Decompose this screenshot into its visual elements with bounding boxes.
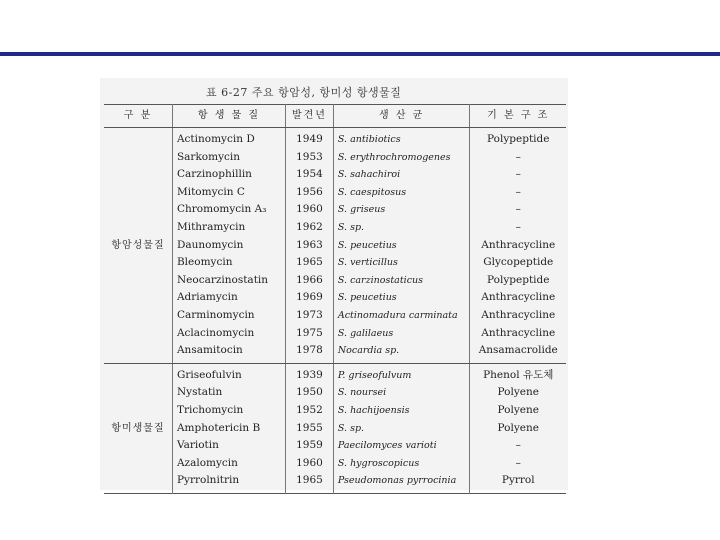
discovery-year: 1978 [296, 344, 323, 357]
producer-organism: Pseudomonas pyrrocinia [337, 475, 457, 487]
discovery-year: 1953 [296, 150, 323, 163]
base-structure: – [515, 439, 521, 452]
antibiotic-name-column [172, 128, 285, 364]
base-structure: Ansamacrolide [478, 344, 558, 357]
producer-organism: S. noursei [337, 387, 387, 399]
discovery-year: 1962 [296, 220, 323, 233]
header-rule [0, 52, 720, 56]
antibiotic-name: Nystatin [176, 386, 223, 399]
base-structure: – [515, 150, 521, 163]
base-structure: Polypeptide [487, 273, 550, 286]
header-antibiotic: 항 생 물 질 [172, 105, 285, 128]
discovery-year: 1973 [296, 308, 323, 321]
base-structure: Polypeptide [487, 133, 550, 145]
header-category: 구 분 [104, 105, 172, 128]
base-structure: – [515, 168, 521, 181]
base-structure: Pyrrol [501, 474, 535, 487]
producer-organism: S. griseus [337, 204, 386, 216]
discovery-year: 1949 [296, 133, 323, 145]
discovery-year: 1956 [296, 185, 323, 198]
base-structure: – [515, 220, 521, 233]
producer-organism: S. peucetius [337, 292, 397, 304]
antibiotic-name: Pyrrolnitrin [176, 474, 240, 487]
producer-organism: S. caespitosus [337, 186, 407, 198]
antibiotic-name-column [172, 363, 285, 493]
producer-organism-column [333, 128, 470, 364]
producer-organism: Actinomadura carminata [337, 309, 458, 321]
antibiotic-name: Aclacinomycin [176, 326, 255, 339]
antibiotic-name: Actinomycin D [176, 133, 255, 145]
producer-organism: S. antibiotics [337, 134, 401, 145]
table-group-anticancer [104, 128, 566, 364]
antibiotic-name: Chromomycin A₃ [176, 203, 267, 216]
producer-organism: S. erythrochromogenes [337, 151, 451, 163]
producer-organism: S. hygroscopicus [337, 457, 420, 469]
table-header [104, 105, 566, 128]
table-caption: 표 6-27 주요 항암성, 항미성 항생물질 [206, 86, 402, 99]
antibiotic-name: Neocarzinostatin [176, 273, 269, 286]
producer-organism: P. griseofulvum [337, 369, 412, 381]
base-structure: Anthracycline [481, 291, 556, 304]
discovery-year-column [286, 128, 334, 364]
antibiotic-name: Azalomycin [176, 456, 238, 469]
discovery-year: 1959 [296, 439, 323, 452]
table-group-antimicrobial [104, 363, 566, 493]
group-category-label: 항암성물질 [104, 128, 172, 364]
antibiotic-name: Variotin [176, 439, 219, 452]
discovery-year: 1939 [296, 368, 323, 381]
producer-organism: S. sp. [337, 422, 365, 434]
antibiotic-name: Bleomycin [176, 256, 233, 269]
antibiotic-name: Trichomycin [176, 403, 244, 416]
base-structure: Polyene [497, 421, 539, 434]
producer-organism-column [333, 363, 470, 493]
base-structure: Anthracycline [481, 238, 556, 251]
discovery-year: 1960 [296, 456, 323, 469]
base-structure: – [515, 203, 521, 216]
antibiotic-name: Ansamitocin [176, 344, 243, 357]
header-organism: 생 산 균 [333, 105, 470, 128]
producer-organism: S. carzinostaticus [337, 274, 424, 286]
antibiotic-name: Griseofulvin [176, 368, 242, 381]
antibiotic-name: Mitomycin C [176, 185, 245, 198]
discovery-year: 1975 [296, 326, 323, 339]
antibiotic-name: Adriamycin [176, 291, 238, 304]
antibiotics-table [104, 104, 566, 494]
base-structure: – [515, 456, 521, 469]
antibiotic-name: Daunomycin [176, 238, 244, 251]
base-structure: Anthracycline [481, 326, 556, 339]
base-structure: Polyene [497, 386, 539, 399]
antibiotic-name: Sarkomycin [176, 150, 241, 163]
producer-organism: S. sahachiroi [337, 169, 401, 181]
antibiotic-name: Amphotericin B [176, 421, 261, 434]
antibiotic-name: Carminomycin [176, 308, 255, 321]
producer-organism: S. peucetius [337, 239, 397, 251]
discovery-year: 1960 [296, 203, 323, 216]
discovery-year: 1969 [296, 291, 323, 304]
base-structure-column [470, 363, 566, 493]
antibiotic-name: Carzinophillin [176, 168, 252, 181]
producer-organism: Paecilomyces varioti [337, 440, 437, 452]
producer-organism: Nocardia sp. [337, 345, 400, 357]
base-structure: Phenol 유도체 [483, 368, 554, 381]
base-structure: – [515, 185, 521, 198]
base-structure: Glycopeptide [483, 256, 554, 269]
discovery-year-column [286, 363, 334, 493]
base-structure: Anthracycline [481, 308, 556, 321]
group-category-label: 항미생물질 [104, 363, 172, 493]
discovery-year: 1965 [296, 474, 323, 487]
discovery-year: 1963 [296, 238, 323, 251]
discovery-year: 1966 [296, 273, 323, 286]
discovery-year: 1965 [296, 256, 323, 269]
producer-organism: S. verticillus [337, 257, 398, 269]
producer-organism: S. galilaeus [337, 327, 394, 339]
base-structure: Polyene [497, 403, 539, 416]
base-structure-column [470, 128, 566, 364]
discovery-year: 1955 [296, 421, 323, 434]
producer-organism: S. hachijoensis [337, 404, 410, 416]
header-structure: 기 본 구 조 [470, 105, 566, 128]
discovery-year: 1950 [296, 386, 323, 399]
discovery-year: 1954 [296, 168, 323, 181]
header-year: 발견년 [286, 105, 334, 128]
antibiotic-name: Mithramycin [176, 220, 246, 233]
discovery-year: 1952 [296, 403, 323, 416]
producer-organism: S. sp. [337, 221, 365, 233]
